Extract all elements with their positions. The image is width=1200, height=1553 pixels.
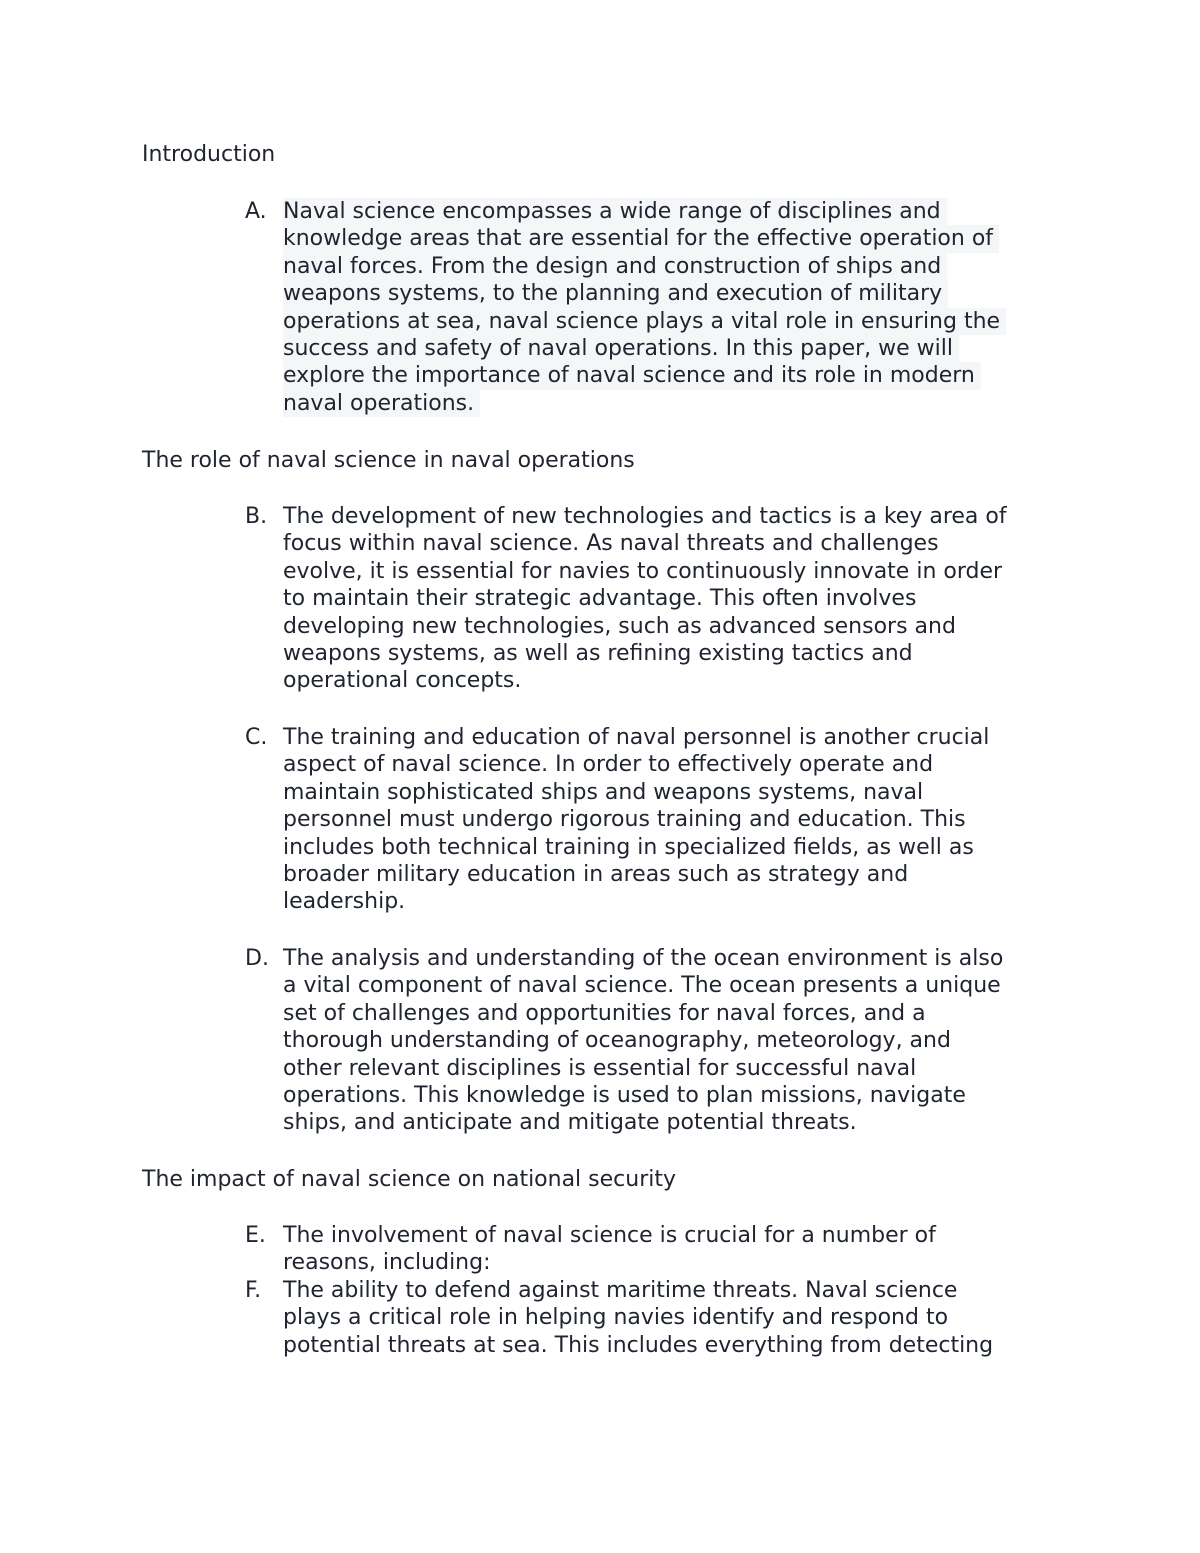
text-line: The involvement of naval science is crucial for a number of xyxy=(283,1223,936,1248)
list-item-text xyxy=(283,1222,1073,1277)
text-line: plays a critical role in helping navies identify and respond to xyxy=(283,1305,949,1331)
text-line: naval forces. From the design and construction of ships and xyxy=(283,253,947,280)
text-line: ships, and anticipate and mitigate potential threats. xyxy=(283,1110,857,1136)
text-line: maintain sophisticated ships and weapons systems, naval xyxy=(283,779,924,805)
text-line: knowledge areas that are essential for the effective operation of xyxy=(283,225,999,252)
text-line: broader military education in areas such as strategy and xyxy=(283,862,909,888)
text-line: weapons systems, to the planning and execution of military xyxy=(283,280,948,307)
list-marker: D. xyxy=(245,946,269,971)
text-line: focus within naval science. As naval threats and challenges xyxy=(283,531,939,557)
section-heading-impact: The impact of naval science on national security xyxy=(142,1167,677,1192)
text-line: operations. This knowledge is used to plan missions, navigate xyxy=(283,1083,966,1109)
text-line: explore the importance of naval science and its role in modern xyxy=(283,362,981,389)
list-marker: A. xyxy=(245,199,267,224)
list-marker: E. xyxy=(245,1223,266,1248)
text-line: set of challenges and opportunities for naval forces, and a xyxy=(283,1000,926,1026)
text-line: The analysis and understanding of the ocean environment is also xyxy=(283,946,1004,971)
list-item-text xyxy=(283,198,1073,417)
text-line: developing new technologies, such as advanced sensors and xyxy=(283,613,956,639)
text-line: a vital component of naval science. The ocean presents a unique xyxy=(283,973,1001,999)
text-line: success and safety of naval operations. In this paper, we will xyxy=(283,335,959,362)
section-heading-role: The role of naval science in naval operations xyxy=(142,448,635,473)
list-item-text xyxy=(283,503,1073,695)
text-line: naval operations. xyxy=(283,390,480,417)
text-line: The ability to defend against maritime threats. Naval science xyxy=(283,1278,958,1303)
text-line: operational concepts. xyxy=(283,668,522,694)
text-line: aspect of naval science. In order to effectively operate and xyxy=(283,752,934,778)
text-line: operations at sea, naval science plays a vital role in ensuring the xyxy=(283,308,1006,335)
text-line: personnel must undergo rigorous training and education. This xyxy=(283,807,966,833)
text-line: other relevant disciplines is essential for successful naval xyxy=(283,1055,917,1081)
list-item-text xyxy=(283,724,1073,916)
section-heading-introduction: Introduction xyxy=(142,142,276,167)
text-line: The development of new technologies and tactics is a key area of xyxy=(283,504,1007,529)
text-line: leadership. xyxy=(283,889,406,915)
text-line: weapons systems, as well as refining existing tactics and xyxy=(283,641,913,667)
text-line: thorough understanding of oceanography, meteorology, and xyxy=(283,1028,951,1054)
text-line: reasons, including: xyxy=(283,1250,491,1276)
text-line: to maintain their strategic advantage. This often involves xyxy=(283,586,917,612)
list-item-text xyxy=(283,1277,1073,1359)
list-item-text xyxy=(283,945,1073,1137)
list-marker: F. xyxy=(245,1278,262,1303)
text-line: evolve, it is essential for navies to continuously innovate in order xyxy=(283,558,1003,584)
list-marker: B. xyxy=(245,504,268,529)
text-line: includes both technical training in specialized fields, as well as xyxy=(283,834,974,860)
text-line: potential threats at sea. This includes everything from detecting xyxy=(283,1332,994,1358)
text-line: The training and education of naval personnel is another crucial xyxy=(283,725,990,750)
text-line: Naval science encompasses a wide range of disciplines and xyxy=(283,198,947,225)
list-marker: C. xyxy=(245,725,268,750)
